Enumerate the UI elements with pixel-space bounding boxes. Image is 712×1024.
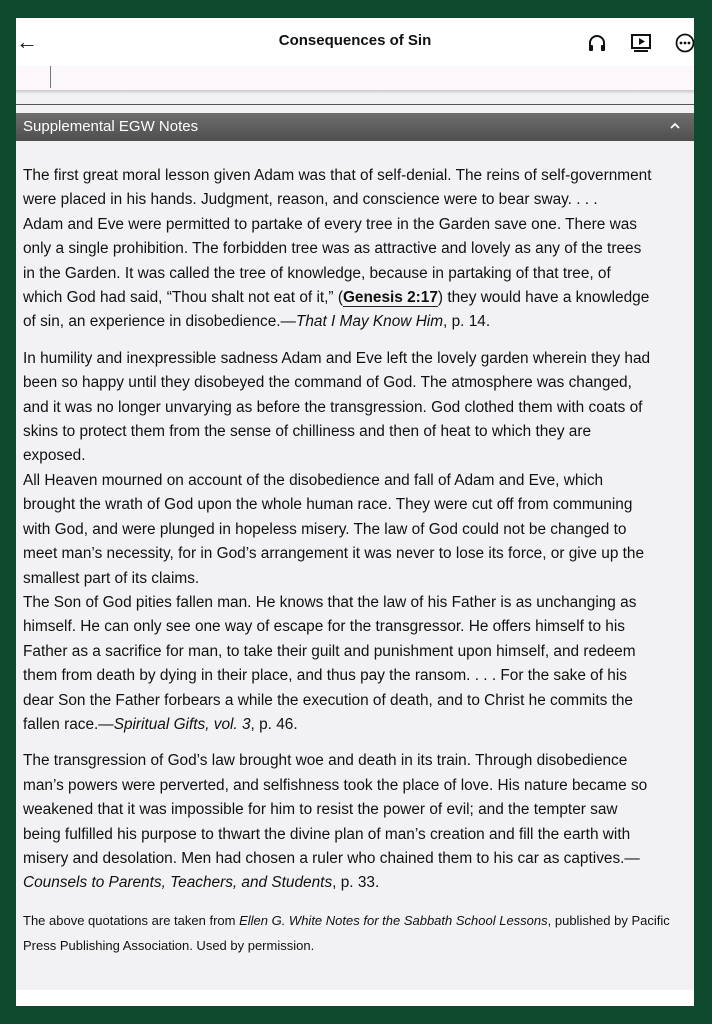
text-segment: which God had said, “Thou shalt not eat of it,” ( — [23, 289, 343, 307]
text-line — [23, 310, 689, 334]
page-reference: , p. 14. — [443, 313, 491, 331]
text-line: only a single prohibition. The forbidden tree was as attractive and lovely as any of the trees — [23, 240, 642, 258]
notes-content — [23, 164, 689, 958]
text-segment: The above quotations are taken from — [23, 912, 240, 928]
text-line: The first great moral lesson given Adam was that of self-denial. The reins of self-government — [23, 167, 652, 184]
text-line: misery and desolation. Men had chosen a ruler who chained them to his car as captives.— — [23, 849, 640, 867]
text-line: himself. He can only see one way of escape for the transgressor. He offers himself to his — [23, 618, 625, 636]
text-line: In humility and inexpressible sadness Adam and Eve left the lovely garden wherein they had — [23, 349, 651, 367]
arrow-left-icon[interactable]: ← — [16, 29, 38, 54]
text-line: smallest part of its claims. — [23, 569, 200, 587]
scripture-reference-link[interactable]: Genesis 2:17 — [342, 289, 438, 307]
text-segment: , published by Pacific — [547, 912, 670, 928]
text-segment: of sin, an experience in disobedience.— — [23, 313, 296, 331]
source-title: Counsels to Parents, Teachers, and Students — [23, 874, 333, 892]
page-title: Consequences of Sin — [278, 32, 432, 49]
text-line: and it was no longer unvarying as before the transgression. God clothed them with coats of — [23, 398, 643, 416]
text-line: Father as a sacrifice for man, to take their guilt and punishment upon himself, and redeem — [23, 642, 636, 660]
text-line: The Son of God pities fallen man. He knows that the law of his Father is as unchanging as — [23, 593, 637, 611]
top-bar — [16, 18, 694, 66]
quote-paragraph-3 — [23, 749, 689, 895]
text-line: were placed in his hands. Judgment, reason, and conscience were to bear sway. . . . — [23, 191, 598, 209]
text-line: dear Son the Father forbears a while the execution of death, and to Christ he commits the — [23, 691, 633, 709]
attribution-footer — [23, 908, 689, 958]
section-title: Supplemental EGW Notes — [23, 118, 199, 135]
more-options-icon[interactable] — [674, 32, 694, 54]
text-segment: ) they would have a knowledge — [437, 289, 650, 307]
text-caret — [50, 66, 51, 88]
divider — [16, 104, 694, 105]
text-segment: fallen race.— — [23, 715, 114, 733]
page-reference: , p. 46. — [250, 715, 298, 733]
text-line: brought the wrath of God upon the whole human race. They were cut off from communing — [23, 496, 633, 514]
section-header[interactable] — [16, 113, 694, 141]
text-line: with God, and were plunged in hopeless misery. The law of God could not be changed to — [23, 520, 627, 538]
text-line: them from death by dying in their place, and thus pay the ransom. . . . For the sake of his — [23, 667, 627, 685]
chevron-up-icon[interactable] — [668, 119, 682, 133]
footer-line — [23, 908, 689, 933]
text-line: man’s powers were perverted, and selfishness took the place of love. His nature became so — [23, 776, 648, 794]
text-line — [23, 713, 689, 737]
footer-line: Press Publishing Association. Used by permission. — [23, 937, 315, 953]
play-video-icon[interactable] — [630, 32, 652, 54]
text-line: All Heaven mourned on account of the disobedience and fall of Adam and Eve, which — [23, 471, 604, 489]
text-line: meet man’s necessity, for in God’s arrangement it was never to lose its force, or give up the — [23, 545, 645, 563]
text-line: in the Garden. It was called the tree of knowledge, because in partaking of that tree, of — [23, 264, 611, 282]
quote-paragraph-1 — [23, 164, 689, 335]
text-line: Adam and Eve were permitted to partake of every tree in the Garden save one. There was — [23, 215, 637, 233]
notes-editor[interactable] — [16, 66, 694, 92]
text-line: The transgression of God’s law brought woe and death in its train. Through disobedience — [23, 752, 628, 770]
text-line: exposed. — [23, 447, 86, 465]
bottom-strip — [16, 990, 694, 1006]
text-line: weakened that it was impossible for him to resist the power of evil; and the tempter saw — [23, 801, 618, 819]
text-line: been so happy until they disobeyed the command of God. The atmosphere was changed, — [23, 374, 632, 392]
text-line: skins to protect them from the sense of chilliness and then of heat to which they are — [23, 423, 592, 441]
text-line: being fulfilled his purpose to thwart the divine plan of man’s creation and fill the earth with — [23, 825, 631, 843]
page-reference: , p. 33. — [332, 874, 380, 892]
app-screen — [16, 18, 694, 1006]
source-title: That I May Know Him — [295, 313, 444, 331]
source-title: Spiritual Gifts, vol. 3 — [113, 715, 251, 733]
editor-shadow — [16, 90, 694, 94]
text-line — [23, 286, 689, 310]
book-title: Ellen G. White Notes for the Sabbath School Lessons — [239, 912, 548, 928]
headphones-icon[interactable] — [586, 32, 608, 54]
quote-paragraph-2 — [23, 347, 689, 738]
text-line — [23, 871, 689, 895]
